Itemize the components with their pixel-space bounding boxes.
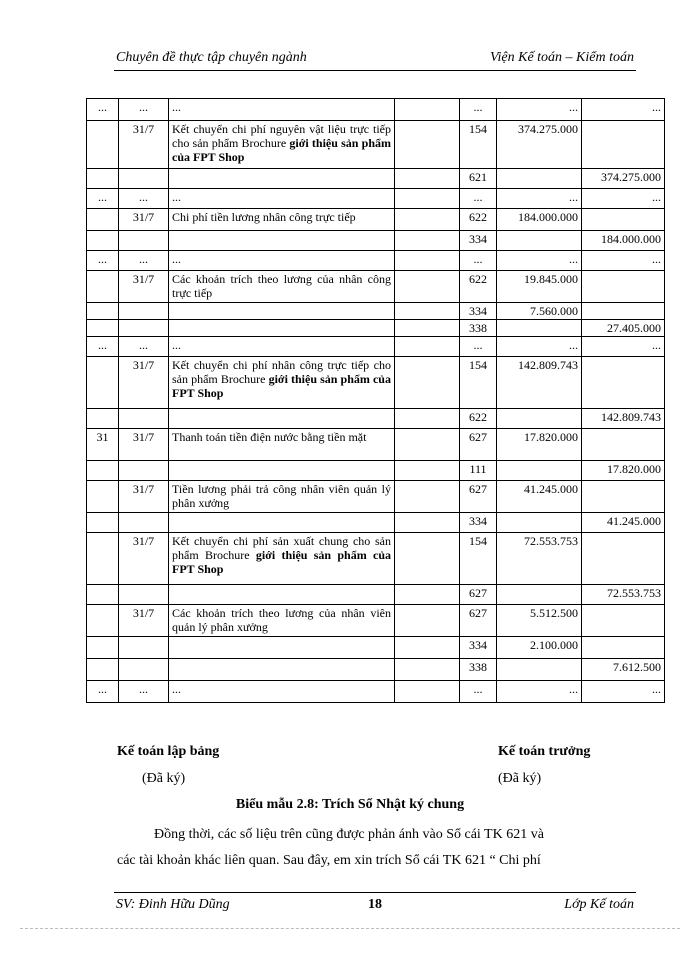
table-row xyxy=(87,209,665,231)
description-cell xyxy=(169,337,395,357)
entry-number-cell xyxy=(87,481,119,513)
account-cell: 338 xyxy=(460,659,497,681)
table-row xyxy=(87,271,665,303)
account-cell: 334 xyxy=(460,637,497,659)
account-cell: 627 xyxy=(460,429,497,461)
table-row xyxy=(87,169,665,189)
debit-amount-cell: 142.809.743 xyxy=(497,357,582,409)
date-cell: 31/7 xyxy=(119,271,169,303)
credit-amount-cell: 17.820.000 xyxy=(582,461,665,481)
debit-amount-cell: 7.560.000 xyxy=(497,303,582,320)
description-cell xyxy=(169,659,395,681)
credit-amount-cell xyxy=(582,303,665,320)
empty-column-cell xyxy=(395,429,460,461)
date-cell: ... xyxy=(119,337,169,357)
paragraph-line-2: các tài khoản khác liên quan. Sau đây, em xin trích Sổ cái TK 621 “ Chi phí xyxy=(117,853,541,868)
description-text: Các khoản trích theo lương của nhân viên quản lý phân xưởng xyxy=(172,606,391,634)
debit-amount-cell: ... xyxy=(497,189,582,209)
description-text: Kết chuyển chi phí nguyên vật liệu trực tiếp cho sản phẩm Brochure xyxy=(172,122,391,150)
prepared-by-signed: (Đã ký) xyxy=(142,771,186,786)
entry-number-cell xyxy=(87,357,119,409)
date-cell: 31/7 xyxy=(119,533,169,585)
credit-amount-cell xyxy=(582,121,665,169)
date-cell xyxy=(119,585,169,605)
entry-number-cell xyxy=(87,461,119,481)
description-text: Thanh toán tiền điện nước bằng tiền mặt xyxy=(172,430,367,444)
debit-amount-cell: 5.512.500 xyxy=(497,605,582,637)
account-cell: ... xyxy=(460,251,497,271)
description-cell xyxy=(169,461,395,481)
table-row xyxy=(87,357,665,409)
date-cell xyxy=(119,513,169,533)
credit-amount-cell: 374.275.000 xyxy=(582,169,665,189)
account-cell: 627 xyxy=(460,481,497,513)
account-cell: ... xyxy=(460,189,497,209)
entry-number-cell: 31 xyxy=(87,429,119,461)
description-cell xyxy=(169,605,395,637)
description-bold-text: giới thiệu sản phẩm của FPT Shop xyxy=(172,548,391,576)
entry-number-cell: ... xyxy=(87,99,119,121)
empty-column-cell xyxy=(395,303,460,320)
empty-column-cell xyxy=(395,513,460,533)
entry-number-cell: ... xyxy=(87,337,119,357)
date-cell xyxy=(119,320,169,337)
account-cell: 338 xyxy=(460,320,497,337)
description-cell xyxy=(169,409,395,429)
entry-number-cell xyxy=(87,121,119,169)
debit-amount-cell xyxy=(497,409,582,429)
empty-column-cell xyxy=(395,271,460,303)
description-cell xyxy=(169,121,395,169)
credit-amount-cell xyxy=(582,533,665,585)
description-cell xyxy=(169,481,395,513)
empty-column-cell xyxy=(395,337,460,357)
credit-amount-cell: ... xyxy=(582,99,665,121)
empty-column-cell xyxy=(395,189,460,209)
entry-number-cell xyxy=(87,271,119,303)
empty-column-cell xyxy=(395,605,460,637)
debit-amount-cell: 374.275.000 xyxy=(497,121,582,169)
date-cell: 31/7 xyxy=(119,121,169,169)
date-cell: ... xyxy=(119,99,169,121)
empty-column-cell xyxy=(395,481,460,513)
table-row xyxy=(87,409,665,429)
description-bold-text: giới thiệu sản phẩm của FPT Shop xyxy=(172,136,391,164)
credit-amount-cell: ... xyxy=(582,251,665,271)
date-cell xyxy=(119,169,169,189)
account-cell: 154 xyxy=(460,357,497,409)
description-cell xyxy=(169,189,395,209)
figure-caption: Biểu mẫu 2.8: Trích Sổ Nhật ký chung xyxy=(235,797,465,812)
account-cell: 622 xyxy=(460,271,497,303)
date-cell: 31/7 xyxy=(119,357,169,409)
empty-column-cell xyxy=(395,121,460,169)
date-cell xyxy=(119,303,169,320)
description-text: ... xyxy=(172,252,181,266)
table-row xyxy=(87,533,665,585)
account-cell: 154 xyxy=(460,121,497,169)
table-row xyxy=(87,121,665,169)
empty-column-cell xyxy=(395,251,460,271)
journal-table xyxy=(86,98,665,703)
entry-number-cell xyxy=(87,231,119,251)
chief-accountant-signed: (Đã ký) xyxy=(498,771,542,786)
entry-number-cell xyxy=(87,585,119,605)
description-cell xyxy=(169,357,395,409)
debit-amount-cell: 19.845.000 xyxy=(497,271,582,303)
entry-number-cell xyxy=(87,320,119,337)
description-text: ... xyxy=(172,338,181,352)
account-cell: 622 xyxy=(460,409,497,429)
description-cell xyxy=(169,681,395,703)
entry-number-cell xyxy=(87,513,119,533)
credit-amount-cell xyxy=(582,637,665,659)
table-row xyxy=(87,429,665,461)
header-right-text: Viện Kế toán – Kiểm toán xyxy=(490,50,634,65)
table-row xyxy=(87,513,665,533)
empty-column-cell xyxy=(395,533,460,585)
description-cell xyxy=(169,303,395,320)
debit-amount-cell xyxy=(497,585,582,605)
description-text: Các khoản trích theo lương của nhân công trực tiếp xyxy=(172,272,391,300)
credit-amount-cell xyxy=(582,357,665,409)
debit-amount-cell: 41.245.000 xyxy=(497,481,582,513)
account-cell: 627 xyxy=(460,605,497,637)
debit-amount-cell: ... xyxy=(497,99,582,121)
description-cell xyxy=(169,251,395,271)
empty-column-cell xyxy=(395,99,460,121)
empty-column-cell xyxy=(395,231,460,251)
account-cell: 111 xyxy=(460,461,497,481)
credit-amount-cell: ... xyxy=(582,681,665,703)
table-row xyxy=(87,231,665,251)
prepared-by-title: Kế toán lập bảng xyxy=(117,744,220,759)
credit-amount-cell: ... xyxy=(582,337,665,357)
account-cell: ... xyxy=(460,337,497,357)
description-cell xyxy=(169,513,395,533)
description-text: ... xyxy=(172,100,181,114)
account-cell: 334 xyxy=(460,231,497,251)
description-cell xyxy=(169,320,395,337)
entry-number-cell xyxy=(87,533,119,585)
page-footer xyxy=(114,892,636,913)
date-cell: ... xyxy=(119,681,169,703)
empty-column-cell xyxy=(395,585,460,605)
entry-number-cell: ... xyxy=(87,681,119,703)
entry-number-cell: ... xyxy=(87,189,119,209)
table-row xyxy=(87,337,665,357)
credit-amount-cell xyxy=(582,605,665,637)
debit-amount-cell xyxy=(497,461,582,481)
description-cell xyxy=(169,637,395,659)
debit-amount-cell xyxy=(497,169,582,189)
description-text: ... xyxy=(172,190,181,204)
account-cell: 621 xyxy=(460,169,497,189)
date-cell xyxy=(119,231,169,251)
empty-column-cell xyxy=(395,681,460,703)
debit-amount-cell: ... xyxy=(497,251,582,271)
date-cell: 31/7 xyxy=(119,429,169,461)
entry-number-cell xyxy=(87,209,119,231)
description-text: Chi phí tiền lương nhân công trực tiếp xyxy=(172,210,356,224)
credit-amount-cell xyxy=(582,429,665,461)
debit-amount-cell xyxy=(497,231,582,251)
entry-number-cell xyxy=(87,303,119,320)
entry-number-cell: ... xyxy=(87,251,119,271)
empty-column-cell xyxy=(395,320,460,337)
date-cell: ... xyxy=(119,251,169,271)
debit-amount-cell: ... xyxy=(497,681,582,703)
entry-number-cell xyxy=(87,605,119,637)
table-row xyxy=(87,461,665,481)
credit-amount-cell xyxy=(582,271,665,303)
credit-amount-cell xyxy=(582,209,665,231)
description-bold-text: giới thiệu sản phẩm của FPT Shop xyxy=(172,372,391,400)
entry-number-cell xyxy=(87,409,119,429)
debit-amount-cell: 184.000.000 xyxy=(497,209,582,231)
table-row xyxy=(87,585,665,605)
table-row xyxy=(87,251,665,271)
empty-column-cell xyxy=(395,169,460,189)
date-cell xyxy=(119,637,169,659)
description-cell xyxy=(169,99,395,121)
account-cell: ... xyxy=(460,99,497,121)
description-cell xyxy=(169,585,395,605)
footer-student: SV: Đinh Hữu Dũng xyxy=(116,897,230,912)
header-left-text: Chuyên đề thực tập chuyên ngành xyxy=(116,50,307,65)
date-cell: 31/7 xyxy=(119,605,169,637)
date-cell xyxy=(119,659,169,681)
credit-amount-cell: 41.245.000 xyxy=(582,513,665,533)
empty-column-cell xyxy=(395,209,460,231)
description-text: Kết chuyển chi phí nhân công trực tiếp cho sản phẩm Brochure xyxy=(172,358,391,386)
empty-column-cell xyxy=(395,461,460,481)
description-cell xyxy=(169,169,395,189)
empty-column-cell xyxy=(395,659,460,681)
date-cell xyxy=(119,409,169,429)
page-number: 18 xyxy=(368,897,382,912)
page-header xyxy=(114,50,636,71)
account-cell: 154 xyxy=(460,533,497,585)
debit-amount-cell: 72.553.753 xyxy=(497,533,582,585)
entry-number-cell xyxy=(87,637,119,659)
page-bottom-divider xyxy=(20,928,680,929)
description-cell xyxy=(169,209,395,231)
date-cell: 31/7 xyxy=(119,481,169,513)
empty-column-cell xyxy=(395,637,460,659)
credit-amount-cell: 142.809.743 xyxy=(582,409,665,429)
description-text: Kết chuyển chi phí sản xuất chung cho sản phẩm Brochure xyxy=(172,534,391,562)
description-cell xyxy=(169,533,395,585)
account-cell: 334 xyxy=(460,303,497,320)
description-cell xyxy=(169,429,395,461)
account-cell: 627 xyxy=(460,585,497,605)
entry-number-cell xyxy=(87,659,119,681)
debit-amount-cell xyxy=(497,659,582,681)
description-cell xyxy=(169,271,395,303)
credit-amount-cell: ... xyxy=(582,189,665,209)
table-row xyxy=(87,189,665,209)
chief-accountant-title: Kế toán trưởng xyxy=(498,744,591,759)
debit-amount-cell: 17.820.000 xyxy=(497,429,582,461)
account-cell: 334 xyxy=(460,513,497,533)
entry-number-cell xyxy=(87,169,119,189)
paragraph-line-1: Đồng thời, các số liệu trên cũng được phản ánh vào Sổ cái TK 621 và xyxy=(154,827,544,842)
date-cell: 31/7 xyxy=(119,209,169,231)
description-text: Tiền lương phải trả công nhân viên quản lý phân xưởng xyxy=(172,482,391,510)
table-row xyxy=(87,605,665,637)
debit-amount-cell xyxy=(497,320,582,337)
account-cell: ... xyxy=(460,681,497,703)
table-row xyxy=(87,303,665,320)
table-row xyxy=(87,481,665,513)
table-row xyxy=(87,637,665,659)
credit-amount-cell: 27.405.000 xyxy=(582,320,665,337)
credit-amount-cell xyxy=(582,481,665,513)
table-row xyxy=(87,320,665,337)
table-row xyxy=(87,659,665,681)
account-cell: 622 xyxy=(460,209,497,231)
credit-amount-cell: 72.553.753 xyxy=(582,585,665,605)
description-text: ... xyxy=(172,682,181,696)
table-row xyxy=(87,681,665,703)
description-cell xyxy=(169,231,395,251)
date-cell xyxy=(119,461,169,481)
debit-amount-cell: ... xyxy=(497,337,582,357)
empty-column-cell xyxy=(395,409,460,429)
debit-amount-cell: 2.100.000 xyxy=(497,637,582,659)
debit-amount-cell xyxy=(497,513,582,533)
credit-amount-cell: 184.000.000 xyxy=(582,231,665,251)
credit-amount-cell: 7.612.500 xyxy=(582,659,665,681)
empty-column-cell xyxy=(395,357,460,409)
footer-class: Lớp Kế toán xyxy=(564,897,634,912)
date-cell: ... xyxy=(119,189,169,209)
table-row xyxy=(87,99,665,121)
